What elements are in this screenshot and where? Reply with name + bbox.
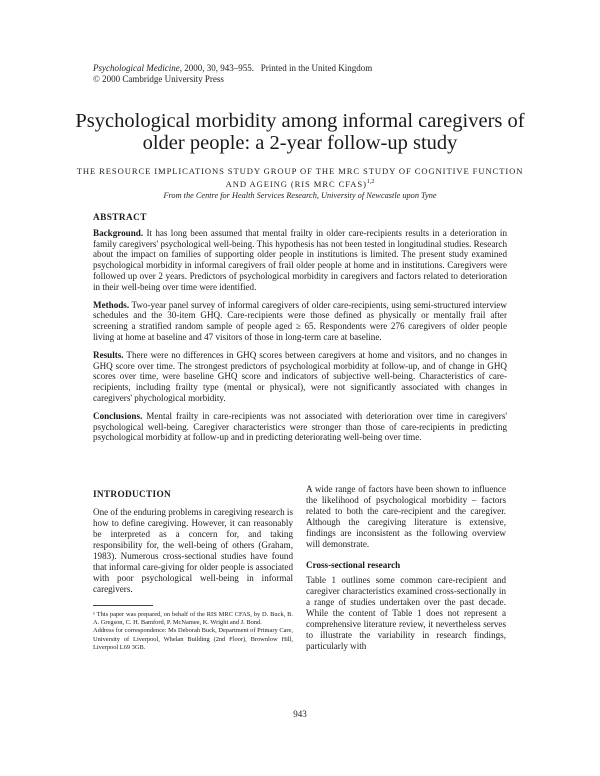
abstract-results (93, 350, 507, 404)
cross-sectional-heading: Cross-sectional research (306, 560, 401, 570)
abstract-background (93, 228, 507, 293)
footnote-authorship: ¹ This paper was prepared, on behalf of the RIS MRC CFAS, by D. Buck, B. A. Gregson, C. H. Bamford, P. McNamee, K. Wright and J. Bond. (93, 611, 293, 627)
authors-sup: 1,2 (366, 179, 375, 185)
methods-text: Two-year panel survey of informal caregivers of older care-recipients, using semi-structured interview schedules and the 30-item GHQ. Care-recipients were those defined as physically or mentally frail after screening a stratified random sample of people aged ≥ 65. Respondents were 276 caregivers of older people living at home at baseline and 47 visitors of those in long-term care at baseline. (93, 299, 507, 342)
affiliation: From the Centre for Health Services Research, University of Newcastle upon Tyne (163, 191, 437, 200)
right-paragraph-2: Table 1 outlines some common care-recipient and caregiver characteristics examined cross-sectionally in a range of studies undertaken over the past decade. While the content of Table 1 does not represent a comprehensive literature review, it nevertheless serves to illustrate the variability in research findings, particularly with (306, 575, 506, 651)
citation-line (93, 63, 372, 74)
conclusions-text: Mental frailty in care-recipients was not associated with deterioration over time in caregivers' psychological well-being. Caregiver characteristics were stronger than those of care-recipients in predicting psychological morbidity at follow-up and in predicting deteriorating well-being over time. (93, 410, 507, 443)
paper-title: Psychological morbidity among informal caregivers of older people: a 2-year follow-up study (75, 110, 525, 154)
introduction-heading: INTRODUCTION (93, 490, 171, 500)
abstract-heading: ABSTRACT (93, 213, 147, 223)
right-paragraph-1: A wide range of factors have been shown to influence the likelihood of psychological morbidity – factors related to both the care-recipient and the caregiver. Although the caregiving literature is extensive, findings are inconsistent as the following overview will demonstrate. (306, 484, 506, 549)
citation: , 2000, 30, 943–955. (179, 63, 254, 73)
left-column (93, 484, 293, 652)
authors-text: THE RESOURCE IMPLICATIONS STUDY GROUP OF THE MRC STUDY OF COGNITIVE FUNCTION AND AGEING (RIS MRC CFAS) (76, 166, 524, 189)
printed-note: Printed in the United Kingdom (260, 63, 373, 73)
conclusions-label: Conclusions. (93, 410, 143, 421)
abstract-conclusions (93, 411, 507, 443)
authors (70, 166, 530, 190)
right-column (306, 484, 506, 652)
abstract-methods (93, 300, 507, 343)
journal-name: Psychological Medicine (93, 63, 180, 73)
footnote-correspondence: Address for correspondence: Ms Deborah Buck, Department of Primary Care, University of Liverpool, Whelan Building (2nd Floor), Brownlow Hill, Liverpool L69 3GB. (93, 627, 293, 651)
background-text: It has long been assumed that mental frailty in older care-recipients results in a deterioration in family caregivers' psychological well-being. This hypothesis has not been tested in longitudinal studies. Research about the impact on families of supporting older people in institutions is limited. The present study examined psychological morbidity in informal caregivers of frail older people at home and in institutions. Caregivers were followed up over 2 years. Predictors of psychological morbidity in caregivers and factors related to deterioration in their well-being over time were identified. (93, 227, 507, 292)
page-number: 943 (293, 709, 307, 719)
abstract (93, 213, 507, 450)
journal-header (93, 63, 372, 85)
methods-label: Methods. (93, 299, 130, 310)
results-text: There were no differences in GHQ scores between caregivers at home and visitors, and no changes in GHQ score over time. The strongest predictors of psychological morbidity at follow-up, and of change in GHQ scores over time, were baseline GHQ score and indicators of subjective well-being. Characteristics of care-recipients, including frailty type (mental or physical), were not significantly associated with changes in caregivers' phychological morbidity. (93, 349, 507, 403)
introduction-paragraph: One of the enduring problems in caregiving research is how to define caregiving. However, it can reasonably be interpreted as a concern for, and taking responsibility for, the well-being of others (Graham, 1983). Numerous cross-sectional studies have found that informal care-giving for older people is associated with poor psychological well-being in informal caregivers. (93, 507, 293, 594)
footnote-rule (93, 605, 153, 606)
results-label: Results. (93, 349, 124, 360)
copyright-line: © 2000 Cambridge University Press (93, 74, 224, 84)
background-label: Background. (93, 227, 144, 238)
